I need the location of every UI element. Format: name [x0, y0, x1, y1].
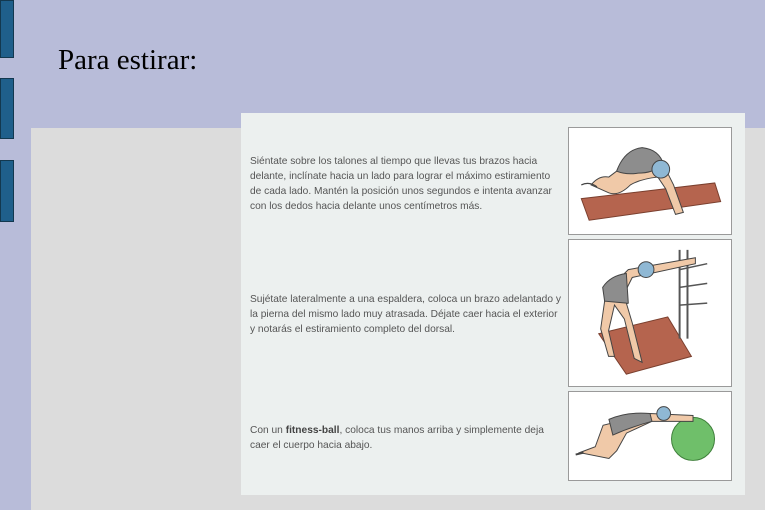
wall-bars-stretch-figure [568, 239, 732, 387]
step-2-text: Sujétate lateralmente a una espaldera, coloca un brazo adelantado y la pierna del mismo lado muy atrasada. Déjate caer hacia el exterior y notarás el estiramiento completo del dorsal. [250, 294, 561, 335]
kneeling-stretch-icon [569, 128, 731, 234]
fitness-ball-stretch-figure [568, 391, 732, 481]
step-1-text: Siéntate sobre los talones al tiempo que llevas tus brazos hacia delante, inclínate hacia un lado para lograr el máximo estiramiento de cada lado. Mantén la posición unos segundos e intenta avanzar con los dedos hacia delante unos centímetros más. [250, 156, 552, 212]
step-3-text-bold: fitness-ball [285, 425, 340, 436]
slide-title: Para estirar: [58, 44, 198, 76]
left-accent-bar [0, 160, 14, 222]
step-3-text [250, 423, 564, 453]
left-accent-bar [0, 78, 14, 139]
fitness-ball-stretch-icon [569, 392, 731, 480]
left-accent-bar [0, 0, 14, 58]
step-3-text-before: Con un [250, 425, 286, 436]
step-3-text-after: , coloca tus manos arriba y simplemente deja caer el cuerpo hacia abajo. [250, 425, 544, 451]
wall-bars-stretch-icon [569, 240, 731, 386]
kneeling-stretch-figure [568, 127, 732, 235]
